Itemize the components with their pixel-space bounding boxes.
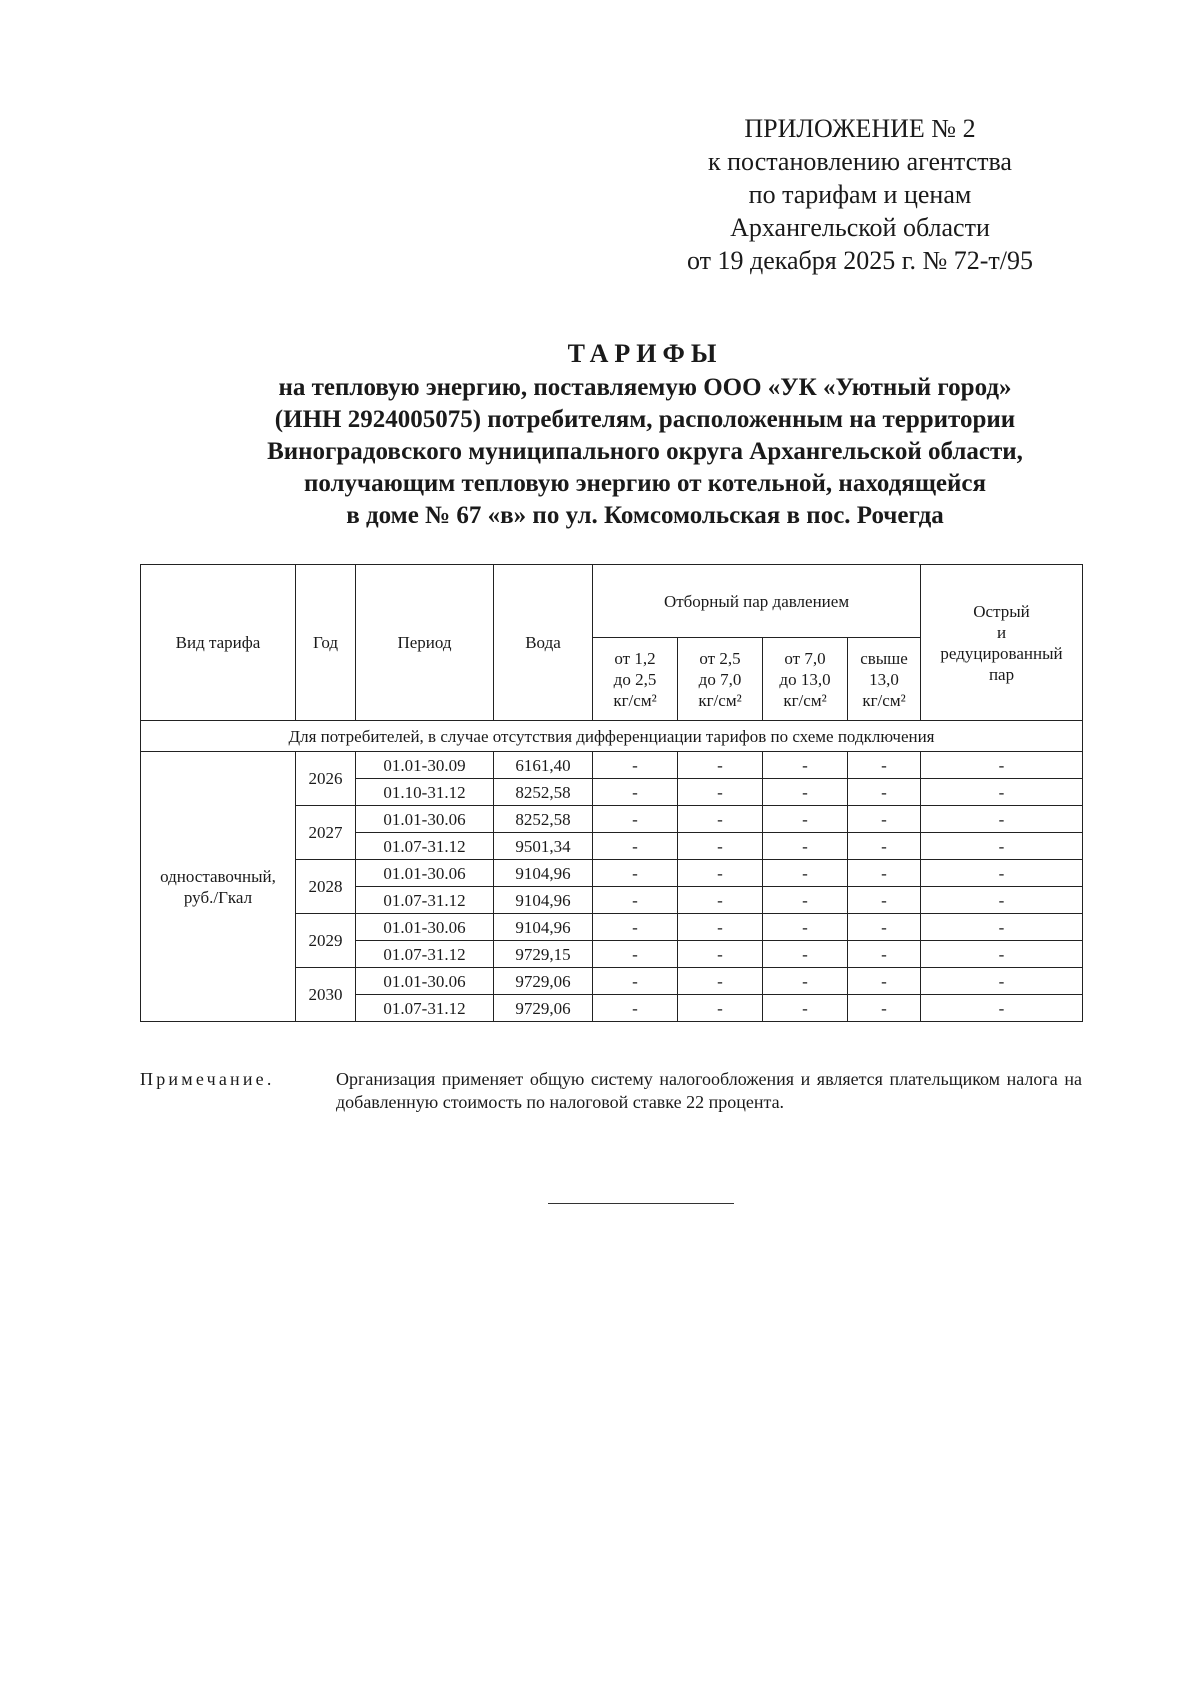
header-steam-1-line: до 2,5 [613,669,657,689]
tariff-table [140,564,1083,1022]
tariff-type-line: руб./Гкал [183,887,253,907]
appendix-line: к постановлению агентства [708,147,1012,176]
empty-value-cell: - [593,752,678,779]
water-cell: 9729,06 [494,968,593,995]
water-cell: 9104,96 [494,914,593,941]
tariff-type-line: одноставочный, [160,866,276,886]
empty-value-cell: - [848,887,921,914]
end-divider [548,1203,734,1204]
header-steam-2-line: от 2,5 [699,648,741,668]
empty-value-cell: - [593,833,678,860]
period-cell: 01.01-30.06 [356,914,494,941]
empty-value-cell: - [848,860,921,887]
title-line: на тепловую энергию, поставляемую ООО «УК «Уютный город» [278,374,1012,401]
empty-value-cell: - [678,887,763,914]
empty-value-cell: - [678,806,763,833]
empty-value-cell: - [763,833,848,860]
empty-value-cell: - [848,968,921,995]
tariff-type-cell [141,752,296,1022]
water-cell: 8252,58 [494,779,593,806]
period-cell: 01.01-30.06 [356,860,494,887]
header-steam-4-line: свыше [860,648,908,668]
empty-value-cell: - [848,995,921,1022]
header-sharp-line: Острый [973,601,1030,621]
empty-value-cell: - [593,860,678,887]
empty-value-cell: - [848,779,921,806]
period-cell: 01.07-31.12 [356,995,494,1022]
header-steam-1 [593,638,678,721]
empty-value-cell: - [678,914,763,941]
empty-value-cell: - [848,752,921,779]
empty-value-cell: - [593,968,678,995]
empty-value-cell: - [593,995,678,1022]
empty-value-cell: - [763,941,848,968]
empty-value-cell: - [678,752,763,779]
header-steam-1-line: от 1,2 [614,648,656,668]
header-steam-1-line: кг/см² [613,690,657,710]
empty-value-cell: - [678,941,763,968]
header-year: Год [296,565,356,721]
period-cell: 01.01-30.09 [356,752,494,779]
appendix-line: ПРИЛОЖЕНИЕ № 2 [744,114,976,143]
appendix-line: от 19 декабря 2025 г. № 72-т/95 [686,246,1034,275]
empty-value-cell: - [921,806,1083,833]
empty-value-cell: - [763,995,848,1022]
appendix-line: Архангельской области [730,213,990,242]
header-steam-3-line: кг/см² [783,690,827,710]
empty-value-cell: - [763,752,848,779]
title-line: получающим тепловую энергию от котельной, находящейся [303,470,987,497]
header-steam-group: Отборный пар давлением [593,565,921,638]
header-sharp-steam [921,565,1083,721]
empty-value-cell: - [921,779,1083,806]
water-cell: 9104,96 [494,860,593,887]
empty-value-cell: - [921,887,1083,914]
header-sharp-line: пар [988,664,1015,684]
header-steam-3-line: до 13,0 [779,669,831,689]
document-title [150,338,1140,532]
empty-value-cell: - [921,914,1083,941]
empty-value-cell: - [678,968,763,995]
year-cell: 2029 [296,914,356,968]
note [140,1068,1082,1114]
empty-value-cell: - [848,833,921,860]
water-cell: 9104,96 [494,887,593,914]
appendix-line: по тарифам и ценам [748,180,972,209]
empty-value-cell: - [848,806,921,833]
year-cell: 2027 [296,806,356,860]
header-steam-2-line: кг/см² [698,690,742,710]
empty-value-cell: - [921,860,1083,887]
note-text: Организация применяет общую систему налогообложения и является плательщиком налога на добавленную стоимость по налоговой ставке 22 процента. [336,1069,1082,1112]
section-row: Для потребителей, в случае отсутствия дифференциации тарифов по схеме подключения [141,721,1083,752]
header-sharp-line: и [996,622,1007,642]
water-cell: 9501,34 [494,833,593,860]
title-line: Виноградовского муниципального округа Архангельской области, [267,438,1023,465]
empty-value-cell: - [921,941,1083,968]
empty-value-cell: - [593,806,678,833]
header-steam-2-line: до 7,0 [698,669,742,689]
header-steam-4-line: кг/см² [862,690,906,710]
water-cell: 6161,40 [494,752,593,779]
title-line: в доме № 67 «в» по ул. Комсомольская в пос. Рочегда [346,502,944,529]
table-row [141,752,1083,779]
empty-value-cell: - [593,941,678,968]
note-label: Примечание. [140,1069,275,1089]
period-cell: 01.01-30.06 [356,806,494,833]
header-steam-4 [848,638,921,721]
year-cell: 2030 [296,968,356,1022]
empty-value-cell: - [848,914,921,941]
empty-value-cell: - [678,995,763,1022]
empty-value-cell: - [921,968,1083,995]
period-cell: 01.01-30.06 [356,968,494,995]
year-cell: 2026 [296,752,356,806]
header-steam-3 [763,638,848,721]
header-period: Период [356,565,494,721]
header-sharp-line: редуцированный [940,643,1063,663]
empty-value-cell: - [921,752,1083,779]
year-cell: 2028 [296,860,356,914]
empty-value-cell: - [921,833,1083,860]
period-cell: 01.10-31.12 [356,779,494,806]
empty-value-cell: - [593,914,678,941]
water-cell: 8252,58 [494,806,593,833]
empty-value-cell: - [763,914,848,941]
empty-value-cell: - [763,887,848,914]
empty-value-cell: - [763,806,848,833]
header-tariff-type: Вид тарифа [141,565,296,721]
period-cell: 01.07-31.12 [356,887,494,914]
empty-value-cell: - [763,968,848,995]
empty-value-cell: - [593,779,678,806]
header-steam-3-line: от 7,0 [784,648,826,668]
empty-value-cell: - [678,779,763,806]
title-line: (ИНН 2924005075) потребителям, расположенным на территории [274,406,1016,433]
period-cell: 01.07-31.12 [356,833,494,860]
header-steam-4-line: 13,0 [869,669,899,689]
empty-value-cell: - [848,941,921,968]
empty-value-cell: - [678,860,763,887]
water-cell: 9729,06 [494,995,593,1022]
empty-value-cell: - [678,833,763,860]
appendix-header [640,112,1080,277]
empty-value-cell: - [921,995,1083,1022]
header-steam-2 [678,638,763,721]
water-cell: 9729,15 [494,941,593,968]
empty-value-cell: - [763,860,848,887]
empty-value-cell: - [763,779,848,806]
period-cell: 01.07-31.12 [356,941,494,968]
title-main: ТАРИФЫ [567,339,723,368]
empty-value-cell: - [593,887,678,914]
header-water: Вода [494,565,593,721]
